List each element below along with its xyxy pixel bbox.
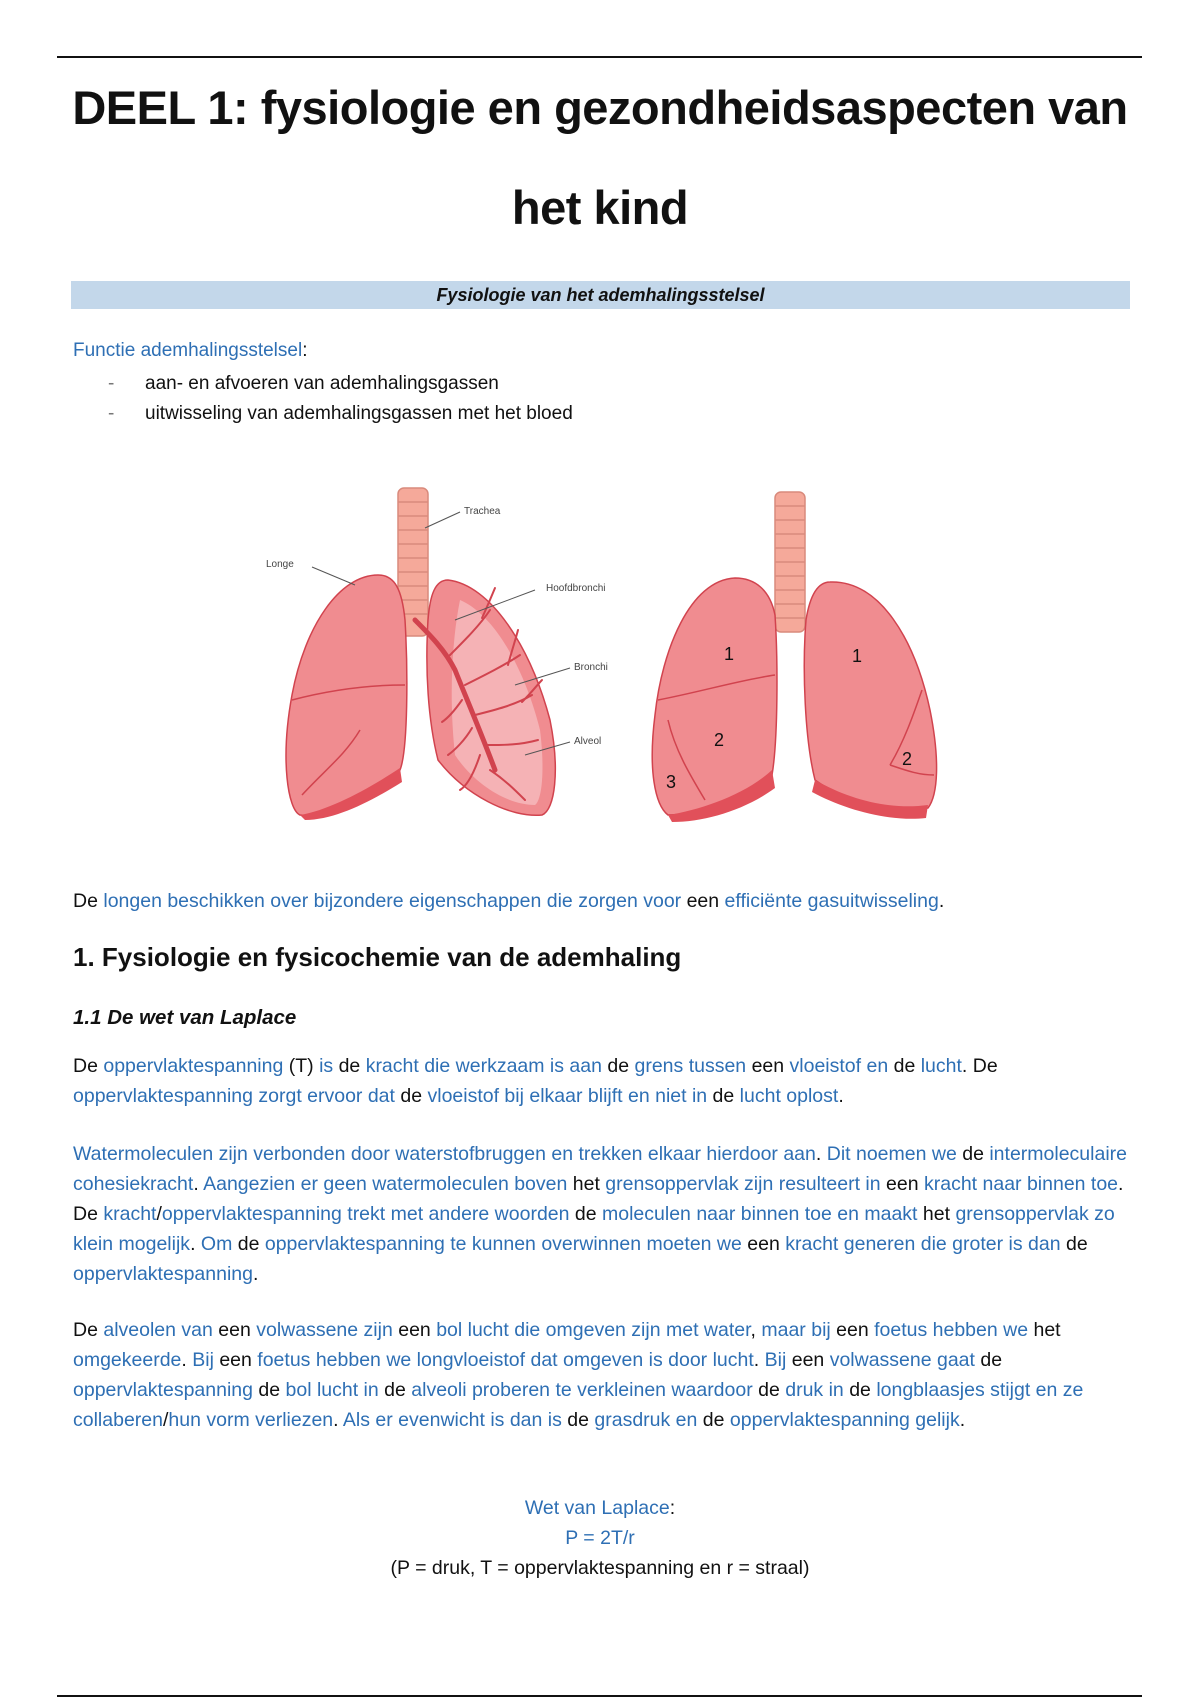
functie-heading bbox=[73, 340, 307, 362]
plain-text: de bbox=[752, 1379, 786, 1401]
plain-text: De bbox=[73, 890, 104, 912]
highlighted-text: foetus hebben we bbox=[874, 1319, 1029, 1341]
highlighted-text: kracht naar binnen toe bbox=[923, 1173, 1119, 1195]
highlighted-text: alveolen van bbox=[103, 1319, 213, 1341]
section-banner: Fysiologie van het ademhalingsstelsel bbox=[71, 281, 1130, 309]
highlighted-text: maar bij bbox=[761, 1319, 831, 1341]
plain-text: . bbox=[193, 1173, 204, 1195]
lobe-number: 1 bbox=[724, 644, 735, 664]
highlighted-text: longen beschikken over bijzondere eigenschappen die zorgen voor bbox=[103, 890, 682, 912]
plain-text: De bbox=[73, 1319, 104, 1341]
highlighted-text: Om bbox=[200, 1233, 233, 1255]
plain-text: (T) bbox=[283, 1055, 320, 1077]
plain-text: . bbox=[838, 1085, 844, 1107]
plain-text: de bbox=[333, 1055, 366, 1077]
laplace-paragraph-3 bbox=[73, 1315, 1133, 1435]
label-hoofdbronchi: Hoofdbronchi bbox=[546, 583, 606, 594]
highlighted-text: Dit noemen we bbox=[826, 1143, 957, 1165]
plain-text: het bbox=[1028, 1319, 1061, 1341]
lobe-number: 2 bbox=[714, 730, 725, 750]
highlighted-text: oppervlaktespanning trekt met andere woorden bbox=[161, 1203, 570, 1225]
plain-text: / bbox=[162, 1409, 169, 1431]
plain-text: de bbox=[974, 1349, 1003, 1371]
plain-text: de bbox=[707, 1085, 740, 1107]
plain-text: de bbox=[697, 1409, 730, 1431]
bullet-dash: - bbox=[108, 373, 115, 394]
plain-text: de bbox=[394, 1085, 428, 1107]
formula-label bbox=[0, 1493, 1200, 1523]
formula-equation: P = 2T/r bbox=[565, 1527, 635, 1549]
plain-text: de bbox=[232, 1233, 265, 1255]
highlighted-text: oppervlaktespanning bbox=[73, 1379, 253, 1401]
plain-text: de bbox=[378, 1379, 412, 1401]
highlighted-text: lucht oplost bbox=[739, 1085, 839, 1107]
label-alveol: Alveol bbox=[574, 736, 602, 747]
bottom-rule bbox=[57, 1695, 1142, 1697]
label-trachea: Trachea bbox=[464, 506, 501, 517]
highlighted-text: bol lucht in bbox=[285, 1379, 379, 1401]
plain-text: de bbox=[843, 1379, 877, 1401]
lung-diagram-svg bbox=[250, 470, 970, 840]
plain-text: een bbox=[212, 1319, 257, 1341]
trachea-right bbox=[775, 492, 805, 632]
plain-text: het bbox=[917, 1203, 956, 1225]
plain-text: / bbox=[156, 1203, 162, 1225]
formula-legend: (P = druk, T = oppervlaktespanning en r = straal) bbox=[390, 1557, 810, 1579]
plain-text: de bbox=[252, 1379, 286, 1401]
highlighted-text: grensoppervlak zijn resulteert in bbox=[605, 1173, 881, 1195]
list-item-text: uitwisseling van ademhalingsgassen met het bloed bbox=[145, 403, 573, 424]
laplace-paragraph-1 bbox=[73, 1051, 1133, 1111]
plain-text: . bbox=[938, 890, 945, 912]
highlighted-text: grens tussen bbox=[634, 1055, 747, 1077]
plain-text: de bbox=[956, 1143, 990, 1165]
plain-text: . bbox=[815, 1143, 827, 1165]
lung-left-bronchial bbox=[415, 580, 555, 815]
highlighted-text: volwassene gaat bbox=[829, 1349, 975, 1371]
intro-paragraph bbox=[73, 886, 1133, 916]
formula-label-text: Wet van Laplace bbox=[524, 1497, 670, 1519]
highlighted-text: foetus hebben we longvloeistof dat omgeven is door lucht bbox=[257, 1349, 754, 1371]
highlighted-text: oppervlaktespanning zorgt ervoor dat bbox=[73, 1085, 395, 1107]
plain-text: . bbox=[753, 1349, 765, 1371]
formula-label-colon: : bbox=[669, 1497, 676, 1519]
lung-right-b bbox=[804, 582, 936, 819]
highlighted-text: Bij bbox=[764, 1349, 787, 1371]
top-rule bbox=[57, 56, 1142, 58]
highlighted-text: kracht die werkzaam is aan bbox=[365, 1055, 602, 1077]
list-item bbox=[108, 369, 573, 399]
plain-text: de bbox=[569, 1203, 603, 1225]
plain-text: . bbox=[181, 1349, 193, 1371]
highlighted-text: oppervlaktespanning bbox=[73, 1263, 253, 1285]
plain-text: een bbox=[213, 1349, 258, 1371]
functie-list bbox=[108, 369, 573, 429]
page-title-line-2: het kind bbox=[511, 181, 689, 234]
highlighted-text: vloeistof bij elkaar blijft en niet in bbox=[427, 1085, 708, 1107]
highlighted-text: grasdruk en bbox=[594, 1409, 698, 1431]
lung-left-outer bbox=[286, 575, 407, 820]
plain-text: . De bbox=[73, 1173, 1124, 1225]
plain-text: . bbox=[959, 1409, 966, 1431]
highlighted-text: intermoleculaire cohesiekracht bbox=[73, 1143, 1127, 1195]
plain-text: een bbox=[741, 1233, 786, 1255]
highlighted-text: Als er evenwicht is dan is bbox=[342, 1409, 562, 1431]
highlighted-text: volwassene zijn bbox=[256, 1319, 393, 1341]
highlighted-text: Watermoleculen zijn verbonden door waterstofbruggen en trekken elkaar hierdoor aan bbox=[73, 1143, 816, 1165]
highlighted-text: oppervlaktespanning gelijk bbox=[729, 1409, 960, 1431]
plain-text: een bbox=[880, 1173, 924, 1195]
plain-text: het bbox=[567, 1173, 606, 1195]
plain-text: de bbox=[561, 1409, 595, 1431]
highlighted-text: omgekeerde bbox=[73, 1349, 182, 1371]
list-item-text: aan- en afvoeren van ademhalingsgassen bbox=[145, 373, 499, 394]
plain-text: de bbox=[601, 1055, 635, 1077]
highlighted-text: kracht generen die groter is dan bbox=[785, 1233, 1061, 1255]
highlighted-text: kracht bbox=[103, 1203, 157, 1225]
plain-text: . De bbox=[961, 1055, 998, 1077]
highlighted-text: hun vorm verliezen bbox=[168, 1409, 334, 1431]
highlighted-text: vloeistof en bbox=[789, 1055, 889, 1077]
plain-text: , bbox=[750, 1319, 762, 1341]
plain-text: . bbox=[190, 1233, 201, 1255]
section-1-1-heading: 1.1 De wet van Laplace bbox=[73, 1006, 297, 1029]
plain-text: een bbox=[392, 1319, 437, 1341]
highlighted-text: alveoli proberen te verkleinen waardoor bbox=[411, 1379, 753, 1401]
highlighted-text: is bbox=[319, 1055, 334, 1077]
highlighted-text: lucht bbox=[920, 1055, 962, 1077]
plain-text: de bbox=[1060, 1233, 1088, 1255]
plain-text: een bbox=[681, 890, 725, 912]
lobe-number: 3 bbox=[666, 772, 677, 792]
plain-text: De bbox=[73, 1055, 104, 1077]
highlighted-text: bol lucht die omgeven zijn met water bbox=[436, 1319, 751, 1341]
lobe-number: 1 bbox=[852, 646, 863, 666]
functie-heading-text: Functie ademhalingsstelsel bbox=[73, 340, 303, 361]
highlighted-text: oppervlaktespanning bbox=[103, 1055, 284, 1077]
lung-diagram bbox=[250, 470, 970, 840]
highlighted-text: efficiënte gasuitwisseling bbox=[724, 890, 939, 912]
section-1-heading: 1. Fysiologie en fysicochemie van de ademhaling bbox=[73, 942, 682, 972]
highlighted-text: Aangezien er geen watermoleculen boven bbox=[203, 1173, 568, 1195]
plain-text: een bbox=[786, 1349, 830, 1371]
highlighted-text: druk in bbox=[785, 1379, 844, 1401]
plain-text: . bbox=[252, 1263, 259, 1285]
highlighted-text: longblaasjes stijgt en ze collaberen bbox=[73, 1379, 1084, 1431]
label-longe: Longe bbox=[266, 559, 294, 570]
plain-text: een bbox=[746, 1055, 790, 1077]
list-item bbox=[108, 399, 573, 429]
highlighted-text: grensoppervlak zo klein mogelijk bbox=[73, 1203, 1115, 1255]
bullet-dash: - bbox=[108, 403, 115, 424]
lobe-number: 2 bbox=[902, 749, 913, 769]
highlighted-text: oppervlaktespanning te kunnen overwinnen moeten we bbox=[264, 1233, 742, 1255]
plain-text: . bbox=[333, 1409, 343, 1431]
functie-heading-colon: : bbox=[302, 340, 308, 361]
highlighted-text: moleculen naar binnen toe en maakt bbox=[602, 1203, 918, 1225]
plain-text: de bbox=[888, 1055, 921, 1077]
highlighted-text: Bij bbox=[192, 1349, 214, 1371]
page-title-line-1: DEEL 1: fysiologie en gezondheidsaspecten van bbox=[72, 81, 1128, 134]
laplace-paragraph-2 bbox=[73, 1139, 1133, 1289]
label-bronchi: Bronchi bbox=[574, 662, 608, 673]
plain-text: een bbox=[830, 1319, 875, 1341]
